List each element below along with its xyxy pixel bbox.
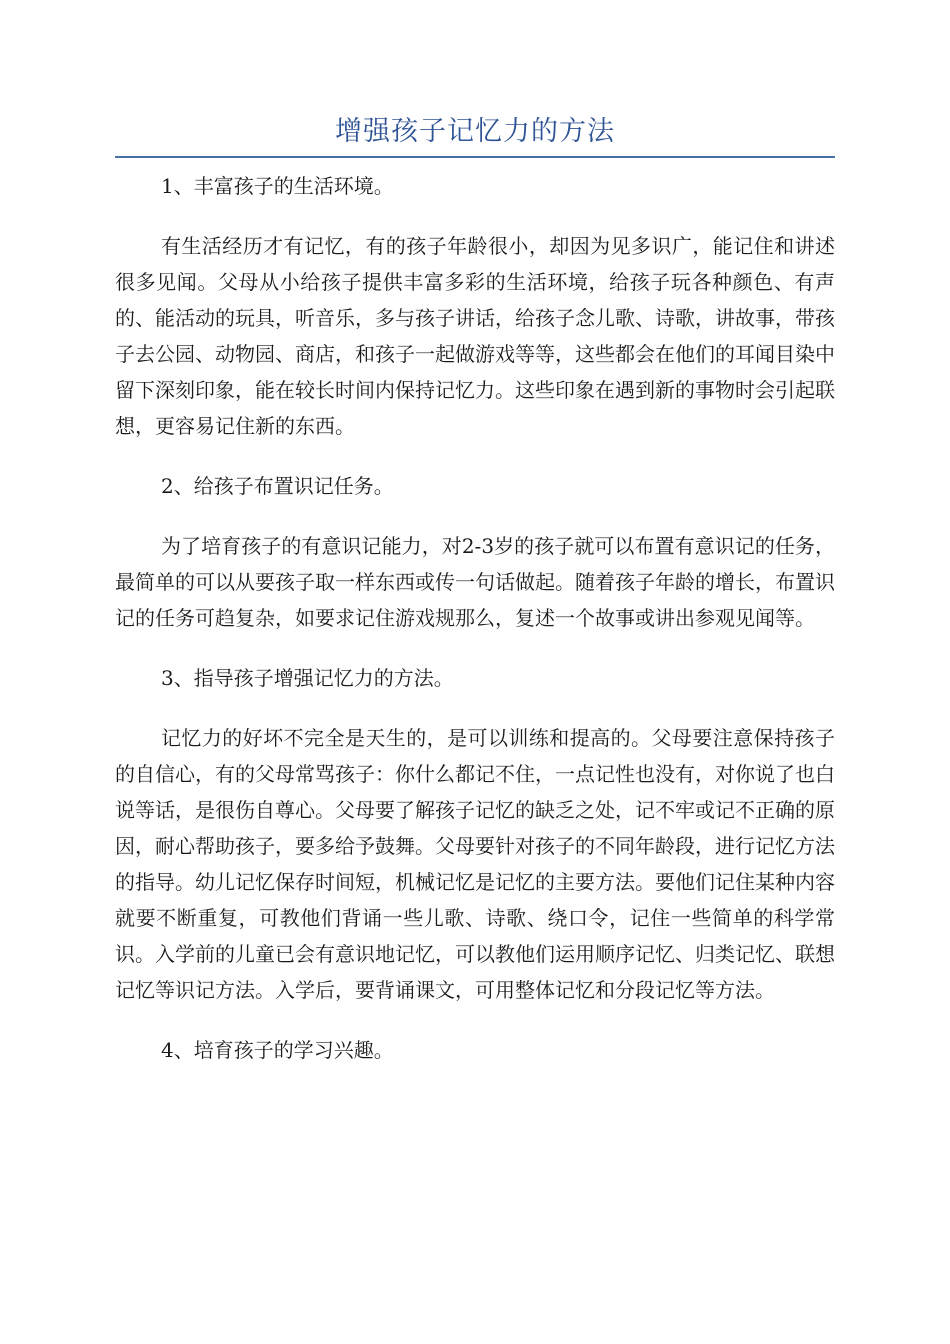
section-paragraph-2: 为了培育孩子的有意识记能力，对2-3岁的孩子就可以布置有意识记的任务，最简单的可以从要孩子取一样东西或传一句话做起。随着孩子年龄的增长，布置识记的任务可趋复杂，如要求记住游戏规那么，复述一个故事或讲出参观见闻等。 bbox=[115, 534, 835, 630]
document-title: 增强孩子记忆力的方法 bbox=[335, 116, 615, 147]
section-heading-3: 3、指导孩子增强记忆力的方法。 bbox=[161, 666, 454, 690]
document-body bbox=[115, 168, 835, 1092]
section-heading-4: 4、培育孩子的学习兴趣。 bbox=[161, 1038, 394, 1062]
section-paragraph-1: 有生活经历才有记忆，有的孩子年龄很小，却因为见多识广，能记住和讲述很多见闻。父母从小给孩子提供丰富多彩的生活环境，给孩子玩各种颜色、有声的、能活动的玩具，听音乐，多与孩子讲话，给孩子念儿歌、诗歌，讲故事，带孩子去公园、动物园、商店，和孩子一起做游戏等等，这些都会在他们的耳闻目染中留下深刻印象，能在较长时间内保持记忆力。这些印象在遇到新的事物时会引起联想，更容易记住新的东西。 bbox=[115, 234, 835, 438]
section-paragraph-3: 记忆力的好坏不完全是天生的，是可以训练和提高的。父母要注意保持孩子的自信心，有的父母常骂孩子：你什么都记不住，一点记性也没有，对你说了也白说等话，是很伤自尊心。父母要了解孩子记忆的缺乏之处，记不牢或记不正确的原因，耐心帮助孩子，要多给予鼓舞。父母要针对孩子的不同年龄段，进行记忆方法的指导。幼儿记忆保存时间短，机械记忆是记忆的主要方法。要他们记住某种内容就要不断重复，可教他们背诵一些儿歌、诗歌、绕口令，记住一些简单的科学常识。入学前的儿童已会有意识地记忆，可以教他们运用顺序记忆、归类记忆、联想记忆等识记方法。入学后，要背诵课文，可用整体记忆和分段记忆等方法。 bbox=[115, 726, 835, 1002]
section-heading-2: 2、给孩子布置识记任务。 bbox=[161, 474, 394, 498]
title-block bbox=[115, 112, 835, 158]
section-heading-1: 1、丰富孩子的生活环境。 bbox=[161, 174, 394, 198]
